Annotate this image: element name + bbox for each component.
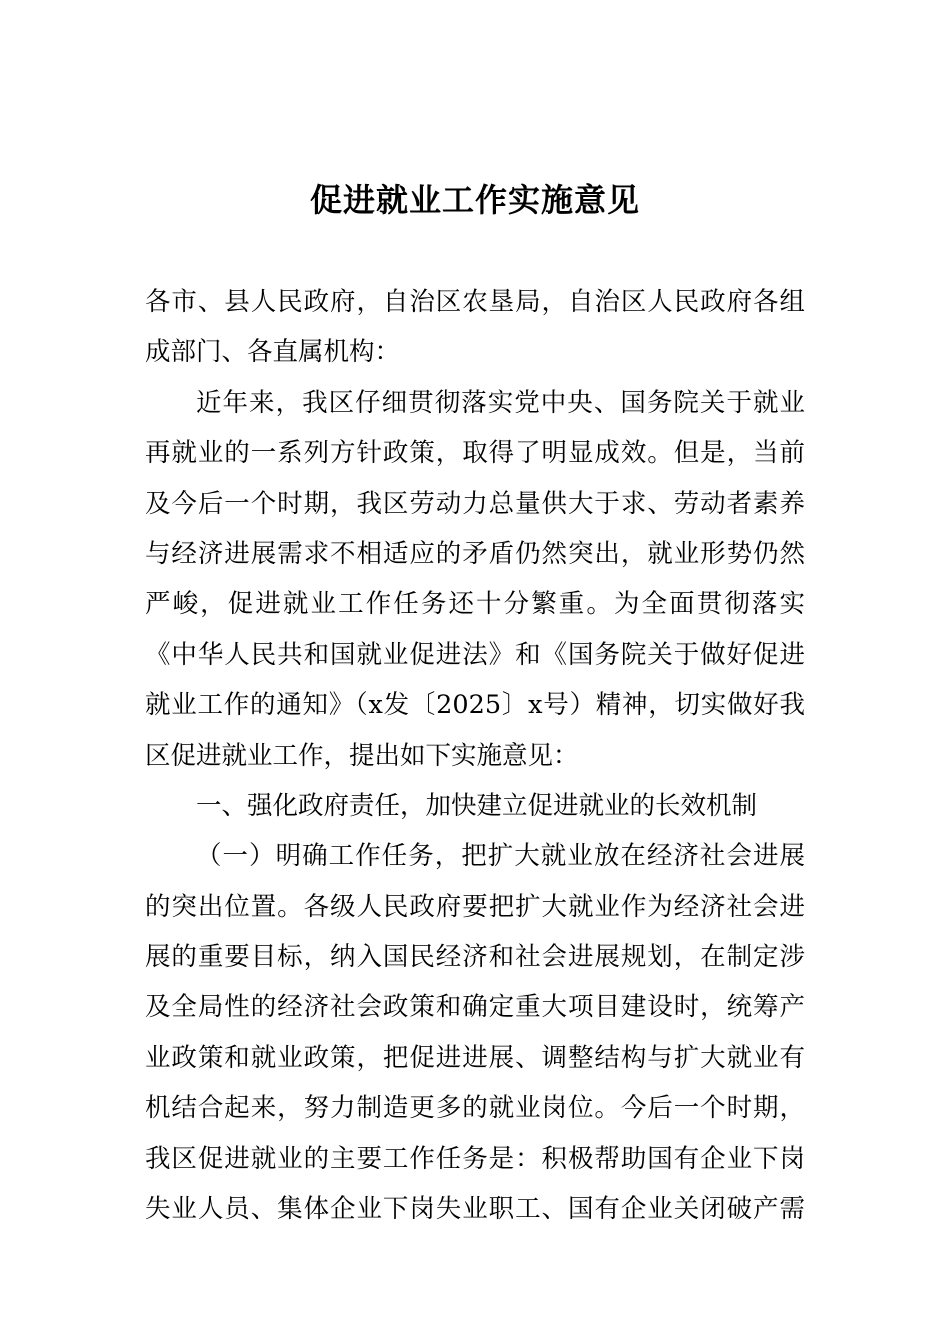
text-line: 严峻，促进就业工作任务还十分繁重。为全面贯彻落实 <box>145 589 805 620</box>
text-line: 及全局性的经济社会政策和确定重大项目建设时，统筹产 <box>145 992 805 1023</box>
document-body <box>145 277 805 1234</box>
text-line: 再就业的一系列方针政策，取得了明显成效。但是，当前 <box>145 438 805 469</box>
section-heading: 一、强化政府责任，加快建立促进就业的长效机制 <box>196 790 758 821</box>
text-line: 机结合起来，努力制造更多的就业岗位。今后一个时期， <box>145 1093 805 1124</box>
text-line: 《中华人民共和国就业促进法》和《国务院关于做好促进 <box>145 639 805 670</box>
document-title: 促进就业工作实施意见 <box>309 181 640 219</box>
text-line: 区促进就业工作，提出如下实施意见： <box>145 740 579 771</box>
text-line: 及今后一个时期，我区劳动力总量供大于求、劳动者素养 <box>145 488 805 519</box>
text-line: 成部门、各直属机构： <box>145 337 401 368</box>
text-line: 与经济进展需求不相适应的矛盾仍然突出，就业形势仍然 <box>145 538 805 569</box>
text-line: 就业工作的通知》（x发〔2025〕x号）精神，切实做好我 <box>145 690 805 721</box>
text-line: 近年来，我区仔细贯彻落实党中央、国务院关于就业 <box>196 387 805 418</box>
text-line: 展的重要目标，纳入国民经济和社会进展规划，在制定涉 <box>145 942 805 973</box>
text-line: 业政策和就业政策，把促进进展、调整结构与扩大就业有 <box>145 1042 805 1073</box>
text-line: （一）明确工作任务，把扩大就业放在经济社会进展 <box>196 841 805 872</box>
text-line: 的突出位置。各级人民政府要把扩大就业作为经济社会进 <box>145 891 805 922</box>
text-line: 我区促进就业的主要工作任务是：积极帮助国有企业下岗 <box>145 1143 805 1174</box>
text-line: 失业人员、集体企业下岗失业职工、国有企业关闭破产需 <box>145 1194 805 1225</box>
text-line: 各市、县人民政府，自治区农垦局，自治区人民政府各组 <box>145 287 805 317</box>
